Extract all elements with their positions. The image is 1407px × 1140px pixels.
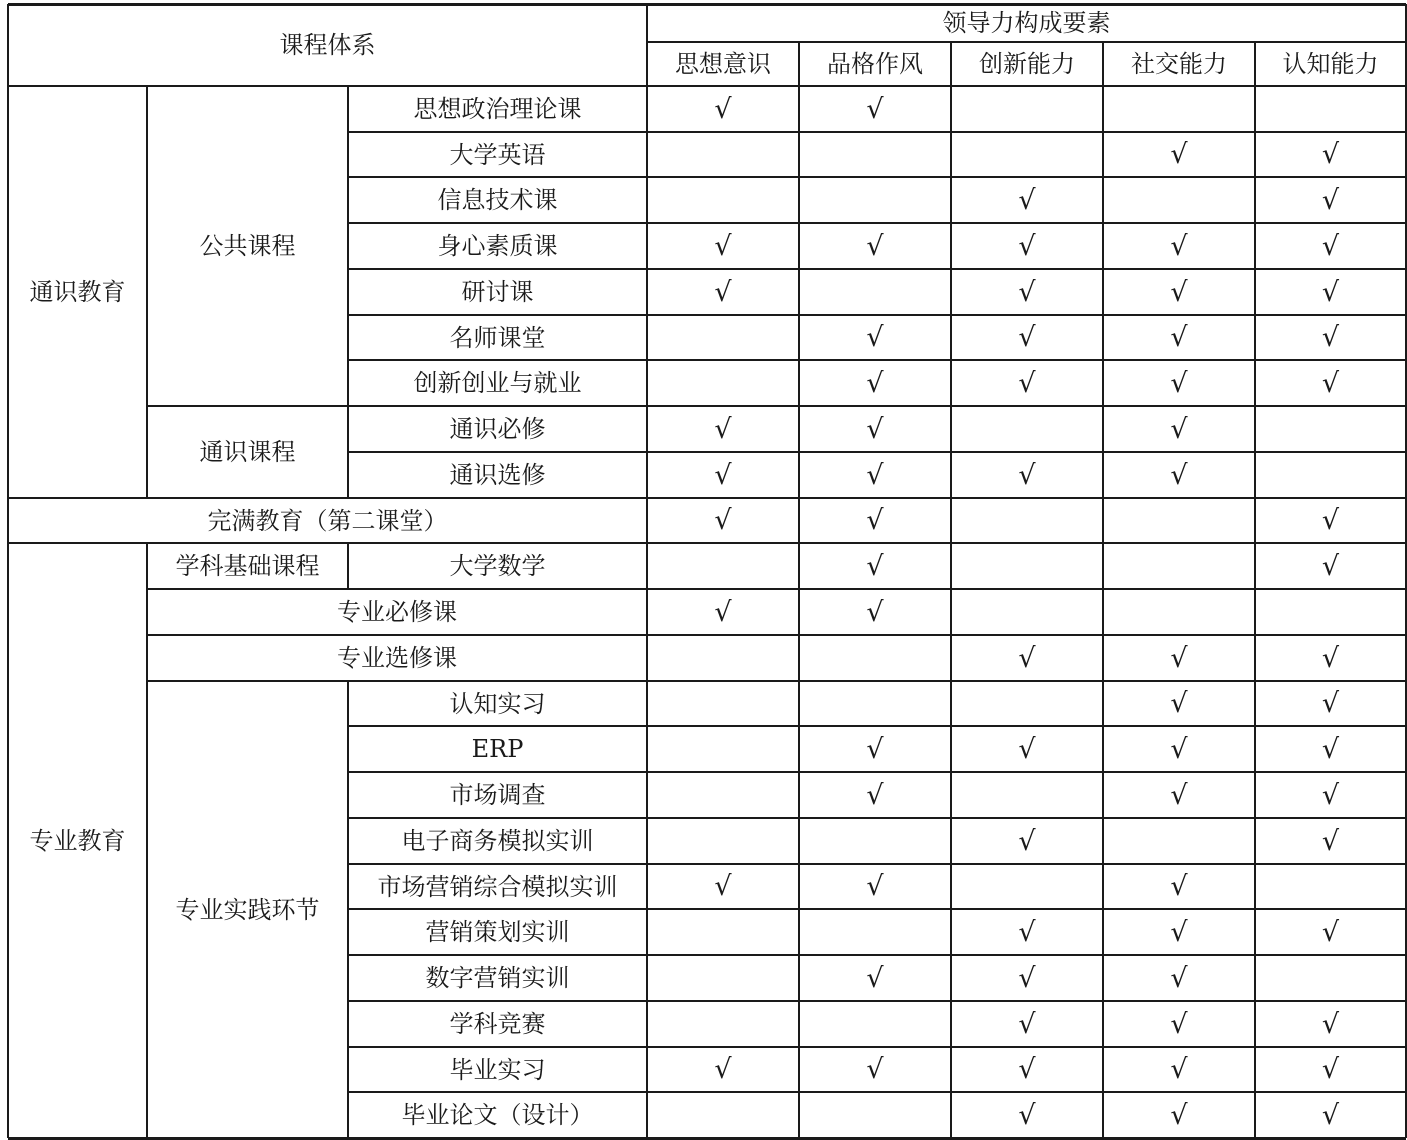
rule-line	[647, 954, 1406, 956]
check-mark: √	[714, 871, 732, 902]
rule-line	[647, 542, 1406, 544]
check-mark: √	[1321, 1008, 1340, 1040]
rule-line	[348, 359, 647, 361]
empty-cell	[799, 635, 951, 681]
empty-cell	[647, 772, 799, 818]
empty-cell	[1255, 955, 1406, 1001]
rule-line	[147, 634, 647, 636]
rule-line	[647, 268, 1406, 270]
empty-cell	[1103, 589, 1255, 635]
check-mark: √	[1018, 962, 1036, 994]
rule-line	[147, 680, 647, 682]
check-mark: √	[1170, 962, 1188, 994]
check-mark: √	[714, 1054, 732, 1085]
rule-line	[7, 4, 9, 1138]
empty-cell	[1103, 818, 1255, 864]
column-header: 思想意识	[675, 50, 771, 78]
course-name: 市场调查	[449, 781, 546, 809]
rule-line	[348, 176, 647, 178]
check-mark: √	[1321, 642, 1340, 674]
subgroup-major-elective: 专业选修课	[337, 644, 457, 672]
subgroup-public-courses: 公共课程	[199, 232, 296, 260]
course-name: 名师课堂	[449, 323, 546, 352]
column-header: 创新能力	[979, 50, 1075, 78]
check-mark: √	[714, 276, 732, 308]
empty-cell	[951, 543, 1103, 589]
check-mark: √	[1321, 916, 1340, 948]
rule-line	[950, 86, 952, 1138]
section-second-classroom: 完满教育（第二课堂）	[207, 506, 448, 535]
rule-line	[647, 222, 1406, 224]
rule-line	[146, 543, 148, 1138]
empty-cell	[799, 909, 951, 955]
check-mark: √	[866, 459, 884, 491]
rule-line	[647, 1000, 1406, 1002]
check-mark: √	[1321, 505, 1340, 536]
rule-line	[646, 4, 648, 86]
course-name: 毕业论文（设计）	[401, 1101, 594, 1129]
empty-cell	[951, 406, 1103, 452]
rule-line	[647, 314, 1406, 316]
rule-line	[798, 86, 800, 1138]
check-mark: √	[866, 230, 884, 262]
rule-line	[348, 314, 647, 316]
empty-cell	[951, 498, 1103, 543]
check-mark: √	[1018, 825, 1036, 857]
rule-line	[348, 451, 647, 453]
empty-cell	[951, 864, 1103, 909]
empty-cell	[1255, 452, 1406, 498]
rule-line	[647, 176, 1406, 178]
rule-line	[348, 131, 647, 133]
check-mark: √	[1170, 688, 1188, 719]
rule-line	[950, 42, 952, 86]
rule-line	[647, 451, 1406, 453]
check-mark: √	[1170, 322, 1188, 353]
rule-line	[647, 817, 1406, 819]
empty-cell	[647, 818, 799, 864]
check-mark: √	[1321, 367, 1340, 399]
column-header: 认知能力	[1282, 50, 1379, 78]
rule-line	[647, 588, 1406, 590]
course-name: 创新创业与就业	[413, 369, 582, 397]
empty-cell	[647, 726, 799, 772]
course-name: 通识必修	[449, 415, 546, 443]
header-course-system: 课程体系	[279, 31, 376, 59]
empty-cell	[951, 86, 1103, 132]
empty-cell	[799, 818, 951, 864]
check-mark: √	[1170, 1099, 1188, 1131]
rule-line	[348, 908, 647, 910]
check-mark: √	[1170, 459, 1188, 491]
check-mark: √	[1018, 230, 1036, 262]
check-mark: √	[1321, 184, 1340, 216]
empty-cell	[647, 909, 799, 955]
check-mark: √	[1321, 322, 1340, 353]
check-mark: √	[1018, 1008, 1036, 1040]
empty-cell	[647, 681, 799, 726]
rule-line	[647, 131, 1406, 133]
rule-line	[147, 588, 647, 590]
course-name: 大学英语	[449, 140, 546, 169]
rule-line	[348, 1046, 647, 1048]
course-name: 电子商务模拟实训	[401, 827, 594, 855]
check-mark: √	[1321, 139, 1340, 170]
rule-line	[348, 1091, 647, 1093]
check-mark: √	[866, 962, 884, 994]
rule-line	[647, 771, 1406, 773]
course-name: 毕业实习	[449, 1055, 546, 1084]
empty-cell	[1103, 543, 1255, 589]
rule-line	[348, 725, 647, 727]
empty-cell	[1103, 86, 1255, 132]
rule-line	[1102, 42, 1104, 86]
empty-cell	[799, 681, 951, 726]
check-mark: √	[1170, 139, 1188, 170]
check-mark: √	[1018, 367, 1036, 399]
check-mark: √	[1170, 276, 1188, 308]
check-mark: √	[1018, 1099, 1036, 1131]
check-mark: √	[1018, 733, 1036, 765]
check-mark: √	[866, 550, 884, 582]
rule-line	[8, 3, 1406, 6]
check-mark: √	[1321, 230, 1340, 262]
empty-cell	[951, 681, 1103, 726]
course-name: 研讨课	[461, 278, 534, 306]
course-name: 通识选修	[449, 461, 546, 489]
rule-line	[647, 41, 1406, 43]
check-mark: √	[1018, 322, 1036, 353]
course-name: 认知实习	[449, 689, 546, 718]
rule-line	[8, 542, 647, 544]
empty-cell	[951, 772, 1103, 818]
column-header: 社交能力	[1131, 50, 1227, 78]
empty-cell	[647, 315, 799, 360]
course-name: 营销策划实训	[425, 918, 570, 946]
rule-line	[147, 405, 647, 407]
empty-cell	[647, 1092, 799, 1138]
check-mark: √	[1321, 733, 1340, 765]
empty-cell	[799, 132, 951, 177]
rule-line	[8, 497, 647, 499]
rule-line	[348, 863, 647, 865]
empty-cell	[647, 132, 799, 177]
subgroup-practice: 专业实践环节	[175, 895, 320, 924]
check-mark: √	[1321, 550, 1340, 582]
check-mark: √	[1321, 1054, 1340, 1085]
check-mark: √	[1321, 688, 1340, 719]
rule-line	[647, 405, 1406, 407]
check-mark: √	[1170, 1054, 1188, 1085]
empty-cell	[951, 132, 1103, 177]
rule-line	[8, 85, 1406, 87]
check-mark: √	[1170, 230, 1188, 262]
check-mark: √	[866, 1054, 884, 1085]
check-mark: √	[1170, 367, 1188, 399]
check-mark: √	[1170, 871, 1188, 902]
check-mark: √	[866, 871, 884, 902]
check-mark: √	[714, 93, 732, 125]
rule-line	[348, 817, 647, 819]
rule-line	[647, 359, 1406, 361]
check-mark: √	[714, 413, 732, 445]
course-name: 信息技术课	[437, 186, 558, 214]
check-mark: √	[866, 93, 884, 125]
check-mark: √	[1170, 779, 1188, 811]
section-professional-education: 专业教育	[29, 826, 126, 855]
check-mark: √	[1018, 642, 1036, 674]
subgroup-general-courses: 通识课程	[199, 438, 296, 466]
check-mark: √	[866, 322, 884, 353]
check-mark: √	[1170, 413, 1188, 445]
check-mark: √	[866, 505, 884, 536]
rule-line	[348, 771, 647, 773]
rule-line	[348, 1000, 647, 1002]
check-mark: √	[1170, 642, 1188, 674]
empty-cell	[799, 1092, 951, 1138]
empty-cell	[1255, 864, 1406, 909]
empty-cell	[647, 177, 799, 223]
subgroup-discipline-foundation: 学科基础课程	[175, 552, 320, 580]
rule-line	[647, 497, 1406, 499]
check-mark: √	[866, 367, 884, 399]
rule-line	[647, 680, 1406, 682]
check-mark: √	[866, 779, 884, 811]
check-mark: √	[866, 596, 884, 628]
check-mark: √	[1170, 733, 1188, 765]
course-name: 大学数学	[449, 552, 546, 580]
check-mark: √	[866, 733, 884, 765]
rule-line	[1102, 86, 1104, 1138]
rule-line	[647, 1046, 1406, 1048]
course-name: 思想政治理论课	[413, 95, 582, 123]
course-name: 学科竞赛	[449, 1010, 546, 1038]
rule-line	[647, 908, 1406, 910]
rule-line	[647, 863, 1406, 865]
column-header: 品格作风	[827, 50, 923, 78]
header-leadership-group: 领导力构成要素	[942, 9, 1111, 37]
empty-cell	[1103, 177, 1255, 223]
empty-cell	[1255, 86, 1406, 132]
empty-cell	[647, 1001, 799, 1047]
rule-line	[647, 1091, 1406, 1093]
check-mark: √	[1018, 916, 1036, 948]
rule-line	[348, 268, 647, 270]
empty-cell	[951, 589, 1103, 635]
empty-cell	[1103, 498, 1255, 543]
rule-line	[1254, 86, 1256, 1138]
course-name: 身心素质课	[437, 232, 558, 260]
empty-cell	[647, 543, 799, 589]
check-mark: √	[1321, 779, 1340, 811]
rule-line	[646, 86, 648, 1138]
check-mark: √	[866, 413, 884, 445]
section-general-education: 通识教育	[29, 278, 126, 306]
empty-cell	[647, 955, 799, 1001]
check-mark: √	[1018, 1054, 1036, 1085]
rule-line	[1254, 42, 1256, 86]
empty-cell	[647, 360, 799, 406]
check-mark: √	[1321, 825, 1340, 857]
subgroup-major-required: 专业必修课	[337, 598, 457, 626]
rule-line	[647, 725, 1406, 727]
course-name: ERP	[471, 735, 524, 763]
empty-cell	[1255, 406, 1406, 452]
check-mark: √	[714, 230, 732, 262]
check-mark: √	[714, 459, 732, 491]
check-mark: √	[1018, 184, 1036, 216]
check-mark: √	[1170, 1008, 1188, 1040]
rule-line	[146, 86, 148, 498]
check-mark: √	[1018, 276, 1036, 308]
check-mark: √	[714, 505, 732, 536]
rule-line	[347, 543, 349, 589]
check-mark: √	[1321, 1099, 1340, 1131]
rule-line	[647, 634, 1406, 636]
rule-line	[348, 954, 647, 956]
empty-cell	[799, 269, 951, 315]
check-mark: √	[1321, 276, 1340, 308]
course-name: 市场营销综合模拟实训	[377, 872, 618, 901]
course-name: 数字营销实训	[425, 964, 570, 992]
rule-line	[798, 42, 800, 86]
check-mark: √	[1170, 916, 1188, 948]
empty-cell	[1255, 589, 1406, 635]
empty-cell	[799, 177, 951, 223]
empty-cell	[799, 1001, 951, 1047]
empty-cell	[647, 635, 799, 681]
check-mark: √	[714, 596, 732, 628]
rule-line	[347, 86, 349, 498]
check-mark: √	[1018, 459, 1036, 491]
rule-line	[348, 222, 647, 224]
